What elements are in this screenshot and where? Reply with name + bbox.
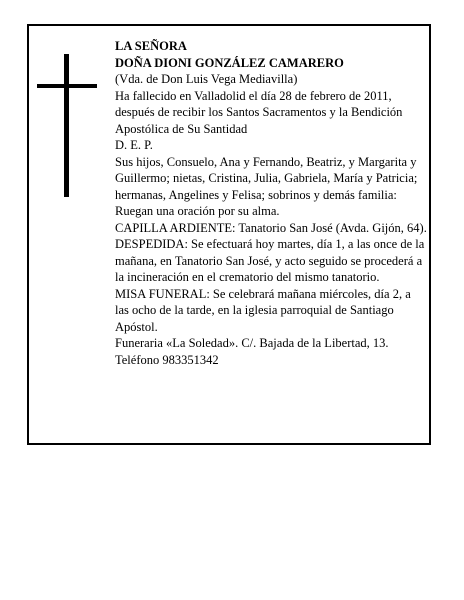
chapel-info: CAPILLA ARDIENTE: Tanatorio San José (Avda. Gijón, 64). xyxy=(115,220,427,235)
deceased-name: DOÑA DIONI GONZÁLEZ CAMARERO xyxy=(115,55,344,70)
funeral-mass-info: MISA FUNERAL: Se celebrará mañana miércoles, día 2, a las ocho de la tarde, en la iglesia parroquial de Santiago Apóstol. xyxy=(115,286,411,334)
family-list: Sus hijos, Consuelo, Ana y Fernando, Beatriz, y Margarita y Guillermo; nietas, Cristina, Julia, Gabriela, María y Patricia; hermanas, Angelines y Felisa; sobrinos y demás familia: xyxy=(115,154,418,202)
cross-icon-crossbar xyxy=(37,84,97,88)
obituary-text xyxy=(115,38,427,368)
funeral-home-info: Funeraria «La Soledad». C/. Bajada de la Libertad, 13. Teléfono 983351342 xyxy=(115,336,389,367)
farewell-info: DESPEDIDA: Se efectuará hoy martes, día 1, a las once de la mañana, en Tanatorio San José, y acto seguido se procederá a la incineración en el crematorio del mismo tanatorio. xyxy=(115,237,425,284)
death-announcement: Ha fallecido en Valladolid el día 28 de febrero de 2011, después de recibir los Santos Sacramentos y la Bendición Apostólica de Su Santidad xyxy=(115,88,403,136)
rip-line: D. E. P. xyxy=(115,138,153,152)
prayer-request: Ruegan una oración por su alma. xyxy=(115,204,280,218)
obituary-title: LA SEÑORA xyxy=(115,39,187,53)
cross-icon xyxy=(64,54,69,197)
widow-of-line: (Vda. de Don Luis Vega Mediavilla) xyxy=(115,72,298,86)
